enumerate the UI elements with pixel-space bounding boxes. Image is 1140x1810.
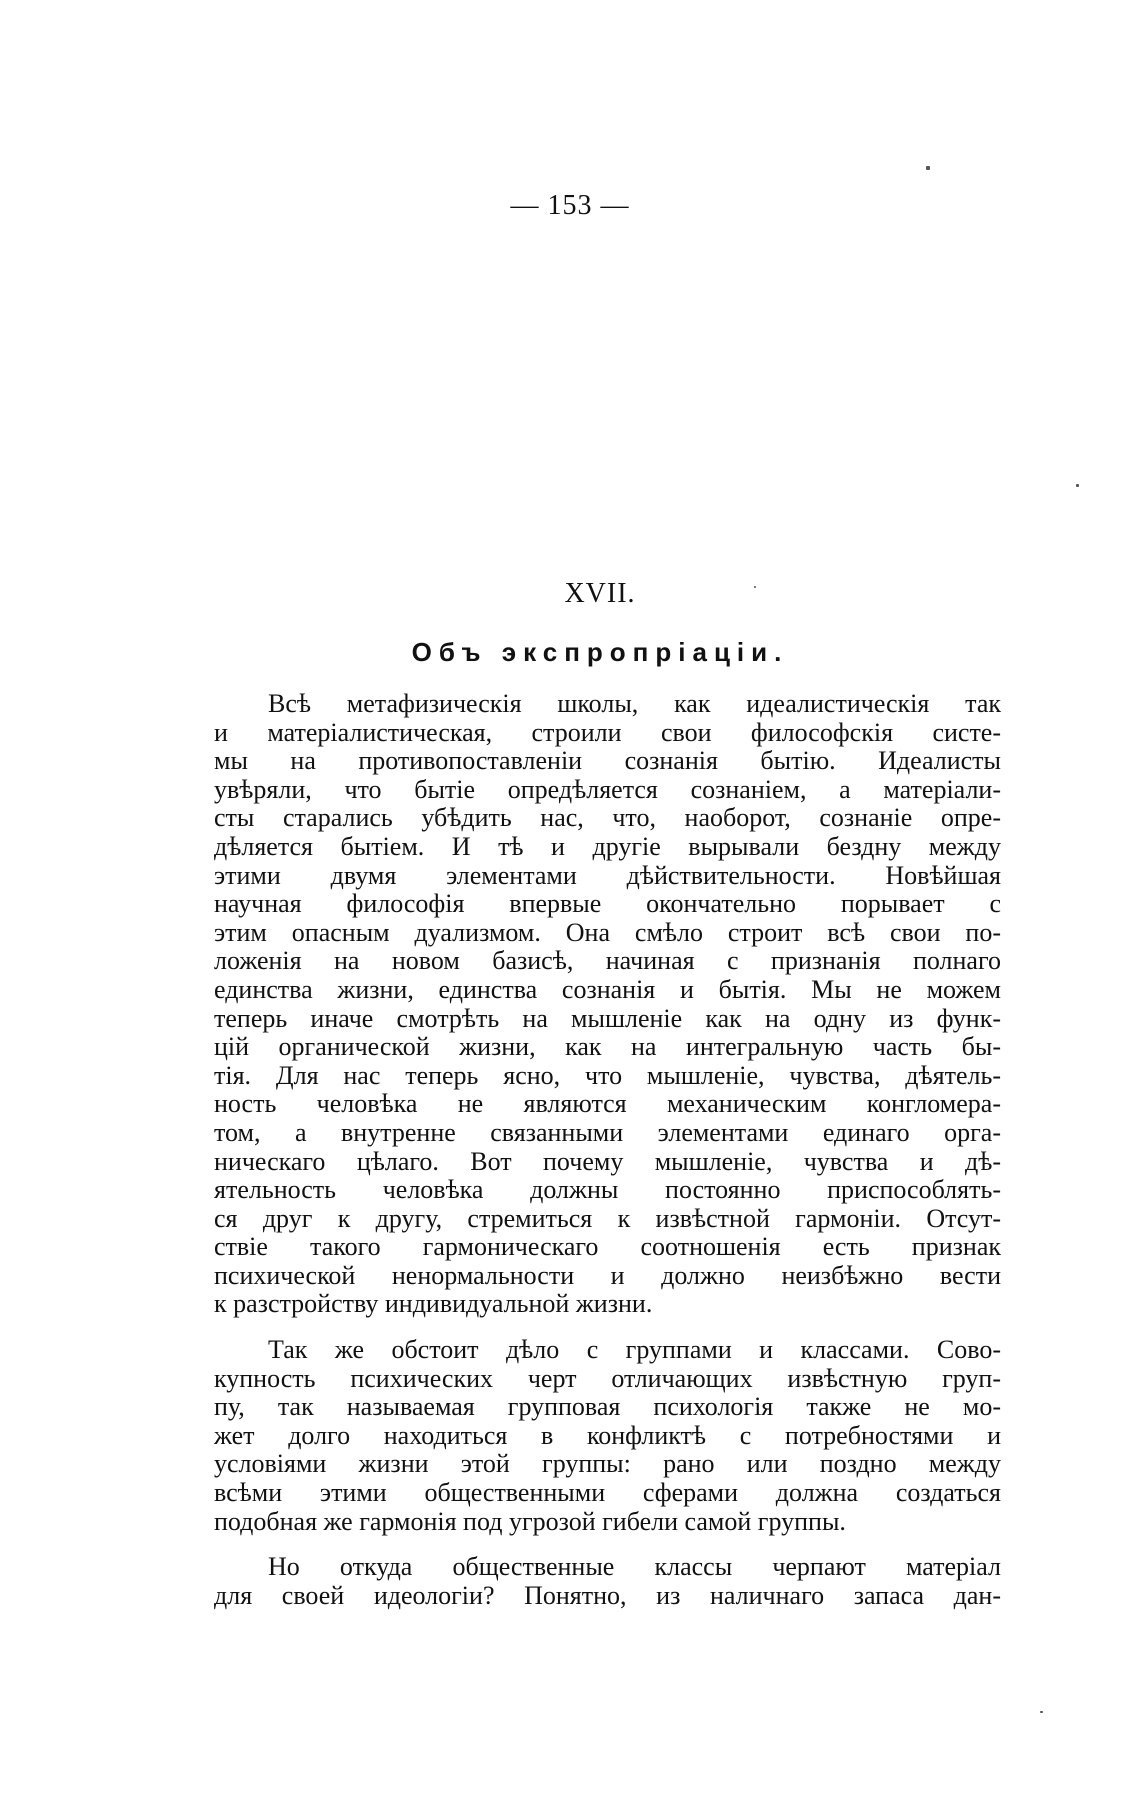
text-line: дѣляется бытіем. И тѣ и другіе вырывали бездну между	[214, 831, 1001, 861]
text-line: ническаго цѣлаго. Вот почему мышленіе, чувства и дѣ-	[214, 1146, 1001, 1176]
paragraph	[214, 1553, 1001, 1610]
text-line: ствіе такого гармоническаго соотношенія есть признак	[214, 1232, 1001, 1262]
text-line: ложенія на новом базисѣ, начиная с признанія полнаго	[214, 946, 1001, 976]
text-line: ность человѣка не являются механическим конгломера-	[214, 1089, 1001, 1119]
paragraph	[214, 1336, 1001, 1536]
body-text	[214, 690, 1001, 1610]
text-line: ся друг к другу, стремиться к извѣстной гармоніи. Отсут-	[214, 1203, 1001, 1233]
text-line: к разстройству индивидуальной жизни.	[214, 1289, 653, 1319]
text-line: этими двумя элементами дѣйствительности. Новѣйшая	[214, 860, 1001, 890]
text-line: увѣряли, что бытіе опредѣляется сознаніем, а матеріали-	[214, 774, 1001, 804]
text-line: всѣми этими общественными сферами должна создаться	[214, 1478, 1001, 1508]
text-line: жет долго находиться в конфликтѣ с потребностями и	[214, 1420, 1001, 1450]
page-number: — 153 —	[510, 190, 630, 221]
text-line: подобная же гармонія под угрозой гибели самой группы.	[214, 1506, 846, 1536]
text-line: этим опасным дуализмом. Она смѣло строит всѣ свои по-	[214, 917, 1001, 947]
text-line: мы на противопоставленіи сознанія бытію. Идеалисты	[214, 746, 1001, 776]
text-line: купность психических черт отличающих извѣстную груп-	[214, 1363, 1001, 1393]
text-line: теперь иначе смотрѣть на мышленіе как на одну из функ-	[214, 1003, 1001, 1033]
scan-speck	[1040, 1711, 1043, 1713]
text-line: сты старались убѣдить нас, что, наоборот, сознаніе опре-	[214, 803, 1001, 833]
text-line: научная философія впервые окончательно порывает с	[214, 889, 1001, 919]
text-line: Всѣ метафизическія школы, как идеалистическія так	[268, 689, 1001, 718]
text-line: цій органической жизни, как на интегральную часть бы-	[214, 1032, 1001, 1062]
text-line: пу, так называемая групповая психологія также не мо-	[214, 1392, 1001, 1422]
text-line: психической ненормальности и должно неизбѣжно вести	[214, 1260, 1001, 1290]
text-line: для своей идеологіи? Понятно, из наличнаго запаса дан-	[214, 1580, 1001, 1610]
text-line: Так же обстоит дѣло с группами и классами. Сово-	[268, 1335, 1001, 1365]
text-line: условіями жизни этой группы: рано или поздно между	[214, 1449, 1001, 1479]
paragraph-gap	[214, 1319, 1001, 1336]
chapter-title: Объ экспропріаціи.	[411, 637, 789, 667]
text-line: и матеріалистическая, строили свои философскія систе-	[214, 717, 1001, 747]
text-line: тія. Для нас теперь ясно, что мышленіе, чувства, дѣятель-	[214, 1060, 1001, 1090]
scan-speck	[754, 586, 756, 588]
text-line: ятельность человѣка должны постоянно приспособлять-	[214, 1175, 1001, 1205]
text-line: единства жизни, единства сознанія и бытія. Мы не можем	[214, 974, 1001, 1004]
chapter-numeral: XVII.	[564, 578, 636, 609]
paragraph	[214, 690, 1001, 1319]
paragraph-gap	[214, 1536, 1001, 1553]
text-line: Но откуда общественные классы черпают матеріал	[268, 1552, 1001, 1582]
scan-speck	[926, 166, 930, 170]
text-line: том, а внутренне связанными элементами единаго орга-	[214, 1117, 1001, 1147]
scan-speck	[1076, 484, 1079, 487]
